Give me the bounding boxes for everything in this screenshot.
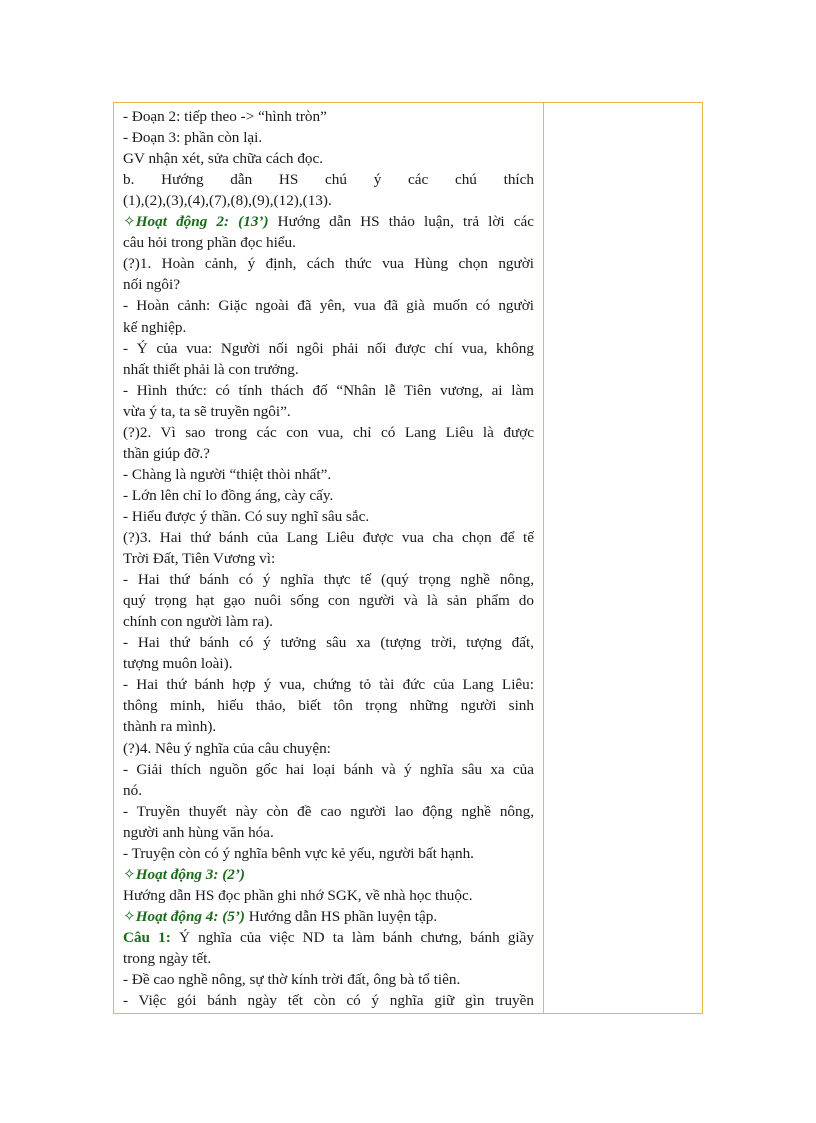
text-line [123, 485, 534, 506]
lesson-table [113, 102, 703, 1014]
line-text: thần giúp đỡ.? [123, 444, 210, 462]
line-text: - Hai thứ bánh hợp ý vua, chứng tỏ tài đức của Lang Liêu: [123, 676, 534, 694]
diamond-star-icon: ✧ [123, 907, 136, 925]
text-line [123, 317, 534, 338]
line-text: - Giải thích nguồn gốc hai loại bánh và ý nghĩa sâu xa của [123, 760, 534, 778]
text-line [123, 380, 534, 401]
text-line [123, 695, 534, 716]
line-text: Hướng dẫn HS đọc phần ghi nhớ SGK, về nhà học thuộc. [123, 886, 473, 904]
line-text: - Truyện còn có ý nghĩa bênh vực kẻ yếu, người bất hạnh. [123, 844, 474, 862]
text-line [123, 232, 534, 253]
text-line [123, 295, 534, 316]
line-text: chính con người làm ra). [123, 613, 273, 631]
activity-heading: Hoạt động 2: (13’) [135, 213, 269, 231]
line-text: - Hình thức: có tính thách đố “Nhân lễ Tiên vương, ai làm [123, 381, 534, 399]
text-line [123, 443, 534, 464]
text-line [123, 759, 534, 780]
line-text: - Đề cao nghề nông, sự thờ kính trời đất, ông bà tổ tiên. [123, 971, 461, 989]
line-text: - Hai thứ bánh có ý tưởng sâu xa (tượng trời, tượng đất, [123, 634, 534, 652]
text-line [123, 801, 534, 822]
line-text: - Chàng là người “thiệt thòi nhất”. [123, 465, 332, 483]
line-text: người anh hùng văn hóa. [123, 823, 274, 841]
line-text: nó. [123, 781, 142, 799]
line-text: thông minh, hiếu thảo, biết tôn trọng những người sinh [123, 697, 534, 715]
text-line [123, 716, 534, 737]
text-line [123, 464, 534, 485]
text-line [123, 569, 534, 590]
line-text: - Hai thứ bánh có ý nghĩa thực tế (quý trọng nghề nông, [123, 571, 534, 589]
text-line [123, 359, 534, 380]
text-line [123, 969, 534, 990]
text-line [123, 906, 534, 927]
activity-heading: Hoạt động 4: (5’) [135, 907, 245, 925]
text-line [123, 527, 534, 548]
line-text: vừa ý ta, ta sẽ truyền ngôi”. [123, 402, 291, 420]
text-line [123, 674, 534, 695]
line-text: tượng muôn loài). [123, 655, 233, 673]
text-line [123, 780, 534, 801]
line-text: - Đoạn 2: tiếp theo -> “hình tròn” [123, 108, 327, 125]
line-text: - Hiểu được ý thần. Có suy nghĩ sâu sắc. [123, 507, 370, 525]
notes-column [544, 103, 702, 1013]
line-text: - Lớn lên chỉ lo đồng áng, cày cấy. [123, 486, 334, 504]
text-line [123, 611, 534, 632]
line-text: Hướng dẫn HS phần luyện tập. [245, 907, 438, 925]
text-line [123, 948, 534, 969]
line-text: GV nhận xét, sửa chữa cách đọc. [123, 150, 324, 168]
line-text: trong ngày tết. [123, 950, 212, 967]
line-text: - Đoạn 3: phần còn lại. [123, 129, 263, 147]
line-text: Ý nghĩa của việc ND ta làm bánh chưng, bánh giầy [170, 928, 534, 946]
line-text: (1),(2),(3),(4),(7),(8),(9),(12),(13). [123, 192, 332, 210]
line-text: thành ra mình). [123, 718, 217, 736]
text-line [123, 590, 534, 611]
diamond-star-icon: ✧ [123, 213, 136, 231]
line-text: nối ngôi? [123, 276, 180, 294]
text-line [123, 885, 534, 906]
line-text: kế nghiệp. [123, 318, 187, 336]
text-line [123, 506, 534, 527]
line-text: - Ý của vua: Người nối ngôi phải nối được chí vua, không [123, 339, 534, 357]
text-line [123, 127, 534, 148]
text-line [123, 822, 534, 843]
text-line [123, 211, 534, 232]
text-line [123, 422, 534, 443]
text-line [123, 653, 534, 674]
diamond-star-icon: ✧ [123, 865, 136, 883]
text-line [123, 843, 534, 864]
line-text: Hướng dẫn HS thảo luận, trả lời các [268, 213, 534, 231]
line-text: Trời Đất, Tiên Vương vì: [123, 550, 276, 568]
text-line [123, 738, 534, 759]
text-line [123, 401, 534, 422]
line-text: (?)4. Nêu ý nghĩa của câu chuyện: [123, 739, 331, 757]
line-text: (?)3. Hai thứ bánh của Lang Liêu được vua cha chọn để tế [123, 529, 534, 546]
text-line [123, 274, 534, 295]
text-line [123, 148, 534, 169]
line-text: b. Hướng dẫn HS chú ý các chú thích [123, 171, 534, 189]
text-line [123, 927, 534, 948]
text-line [123, 864, 534, 885]
line-text: câu hỏi trong phần đọc hiểu. [123, 234, 296, 252]
line-text: - Việc gói bánh ngày tết còn có ý nghĩa giữ gìn truyền [123, 992, 534, 1010]
text-line [123, 338, 534, 359]
line-text: nhất thiết phải là con trưởng. [123, 360, 299, 378]
text-line [123, 253, 534, 274]
text-line [123, 548, 534, 569]
text-line [123, 632, 534, 653]
line-text: - Hoàn cảnh: Giặc ngoài đã yên, vua đã già muốn có người [123, 297, 534, 315]
lesson-content-column [114, 103, 544, 1013]
text-line [123, 190, 534, 211]
question-label: Câu 1: [123, 928, 171, 946]
text-line [123, 990, 534, 1011]
line-text: quý trọng hạt gạo nuôi sống con người và là sản phẩm do [123, 592, 534, 610]
line-text: (?)1. Hoàn cảnh, ý định, cách thức vua Hùng chọn người [123, 255, 534, 273]
line-text: (?)2. Vì sao trong các con vua, chỉ có Lang Liêu là được [123, 423, 534, 441]
text-line [123, 169, 534, 190]
text-line [123, 106, 534, 127]
line-text: - Truyền thuyết này còn đề cao người lao động nghề nông, [123, 802, 534, 820]
activity-heading: Hoạt động 3: (2’) [135, 865, 245, 883]
